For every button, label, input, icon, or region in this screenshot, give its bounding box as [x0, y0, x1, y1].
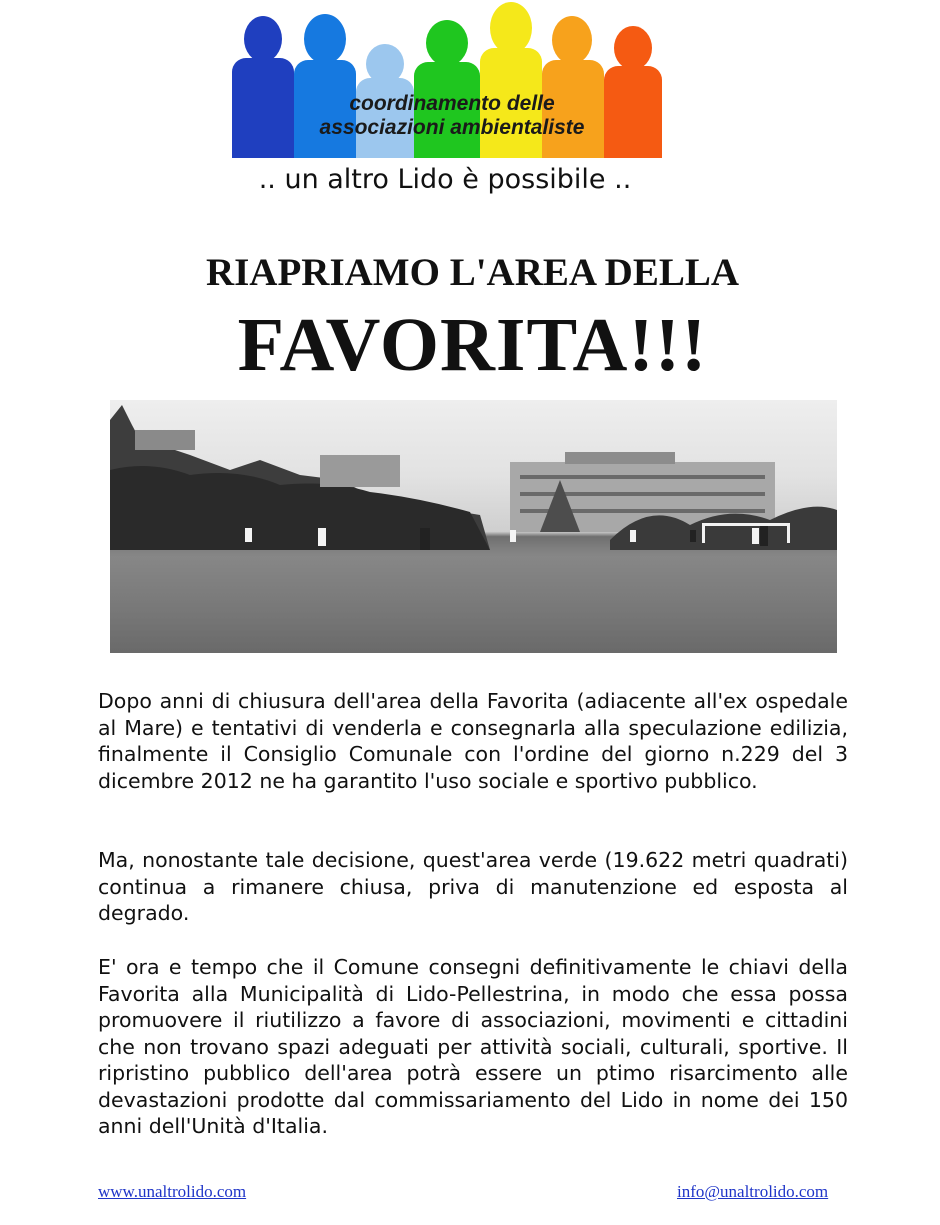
logo-figure-blue	[232, 0, 294, 158]
logo-text-line2: associazioni ambientaliste	[319, 116, 585, 139]
headline-line2: FAVORITA!!!	[237, 303, 708, 387]
logo-text-line1: coordinamento delle	[349, 92, 555, 115]
headline-line1: RIAPRIAMO L'AREA DELLA	[205, 251, 740, 294]
email-link[interactable]: info@unaltrolido.com	[677, 1182, 829, 1201]
paragraph-3: E' ora e tempo che il Comune consegni definitivamente le chiavi della Favorita alla Municipalità di Lido-Pellestrina, in modo che essa possa promuovere il riutilizzo a favore di associazioni, movimenti e cittadini che non trovano spazi adeguati per attività sociali, culturali, sportive. Il ripristino pubblico dell'area potrà essere un ptimo risarcimento alle devastazioni prodotte dal commissariamento del Lido in nome dei 150 anni dell'Unità d'Italia.	[98, 955, 848, 1138]
association-logo	[232, 0, 662, 158]
paragraph-2: Ma, nonostante tale decisione, quest'area verde (19.622 metri quadrati) continua a rimanere chiusa, priva di manutenzione ed esposta al degrado.	[98, 848, 848, 925]
logo-text	[292, 92, 612, 140]
favorita-field-photo	[110, 400, 837, 653]
field-photo-illustration	[110, 400, 837, 653]
tagline: .. un altro Lido è possibile ..	[258, 164, 632, 195]
paragraph-1: Dopo anni di chiusura dell'area della Favorita (adiacente all'ex ospedale al Mare) e tentativi di venderla e consegnarla alla speculazione edilizia, finalmente il Consiglio Comunale con l'ordine del giorno n.229 del 3 dicembre 2012 ne ha garantito l'uso sociale e sportivo pubblico.	[98, 689, 848, 793]
logo-figure-red	[604, 0, 662, 158]
website-link[interactable]: www.unaltrolido.com	[98, 1182, 247, 1201]
